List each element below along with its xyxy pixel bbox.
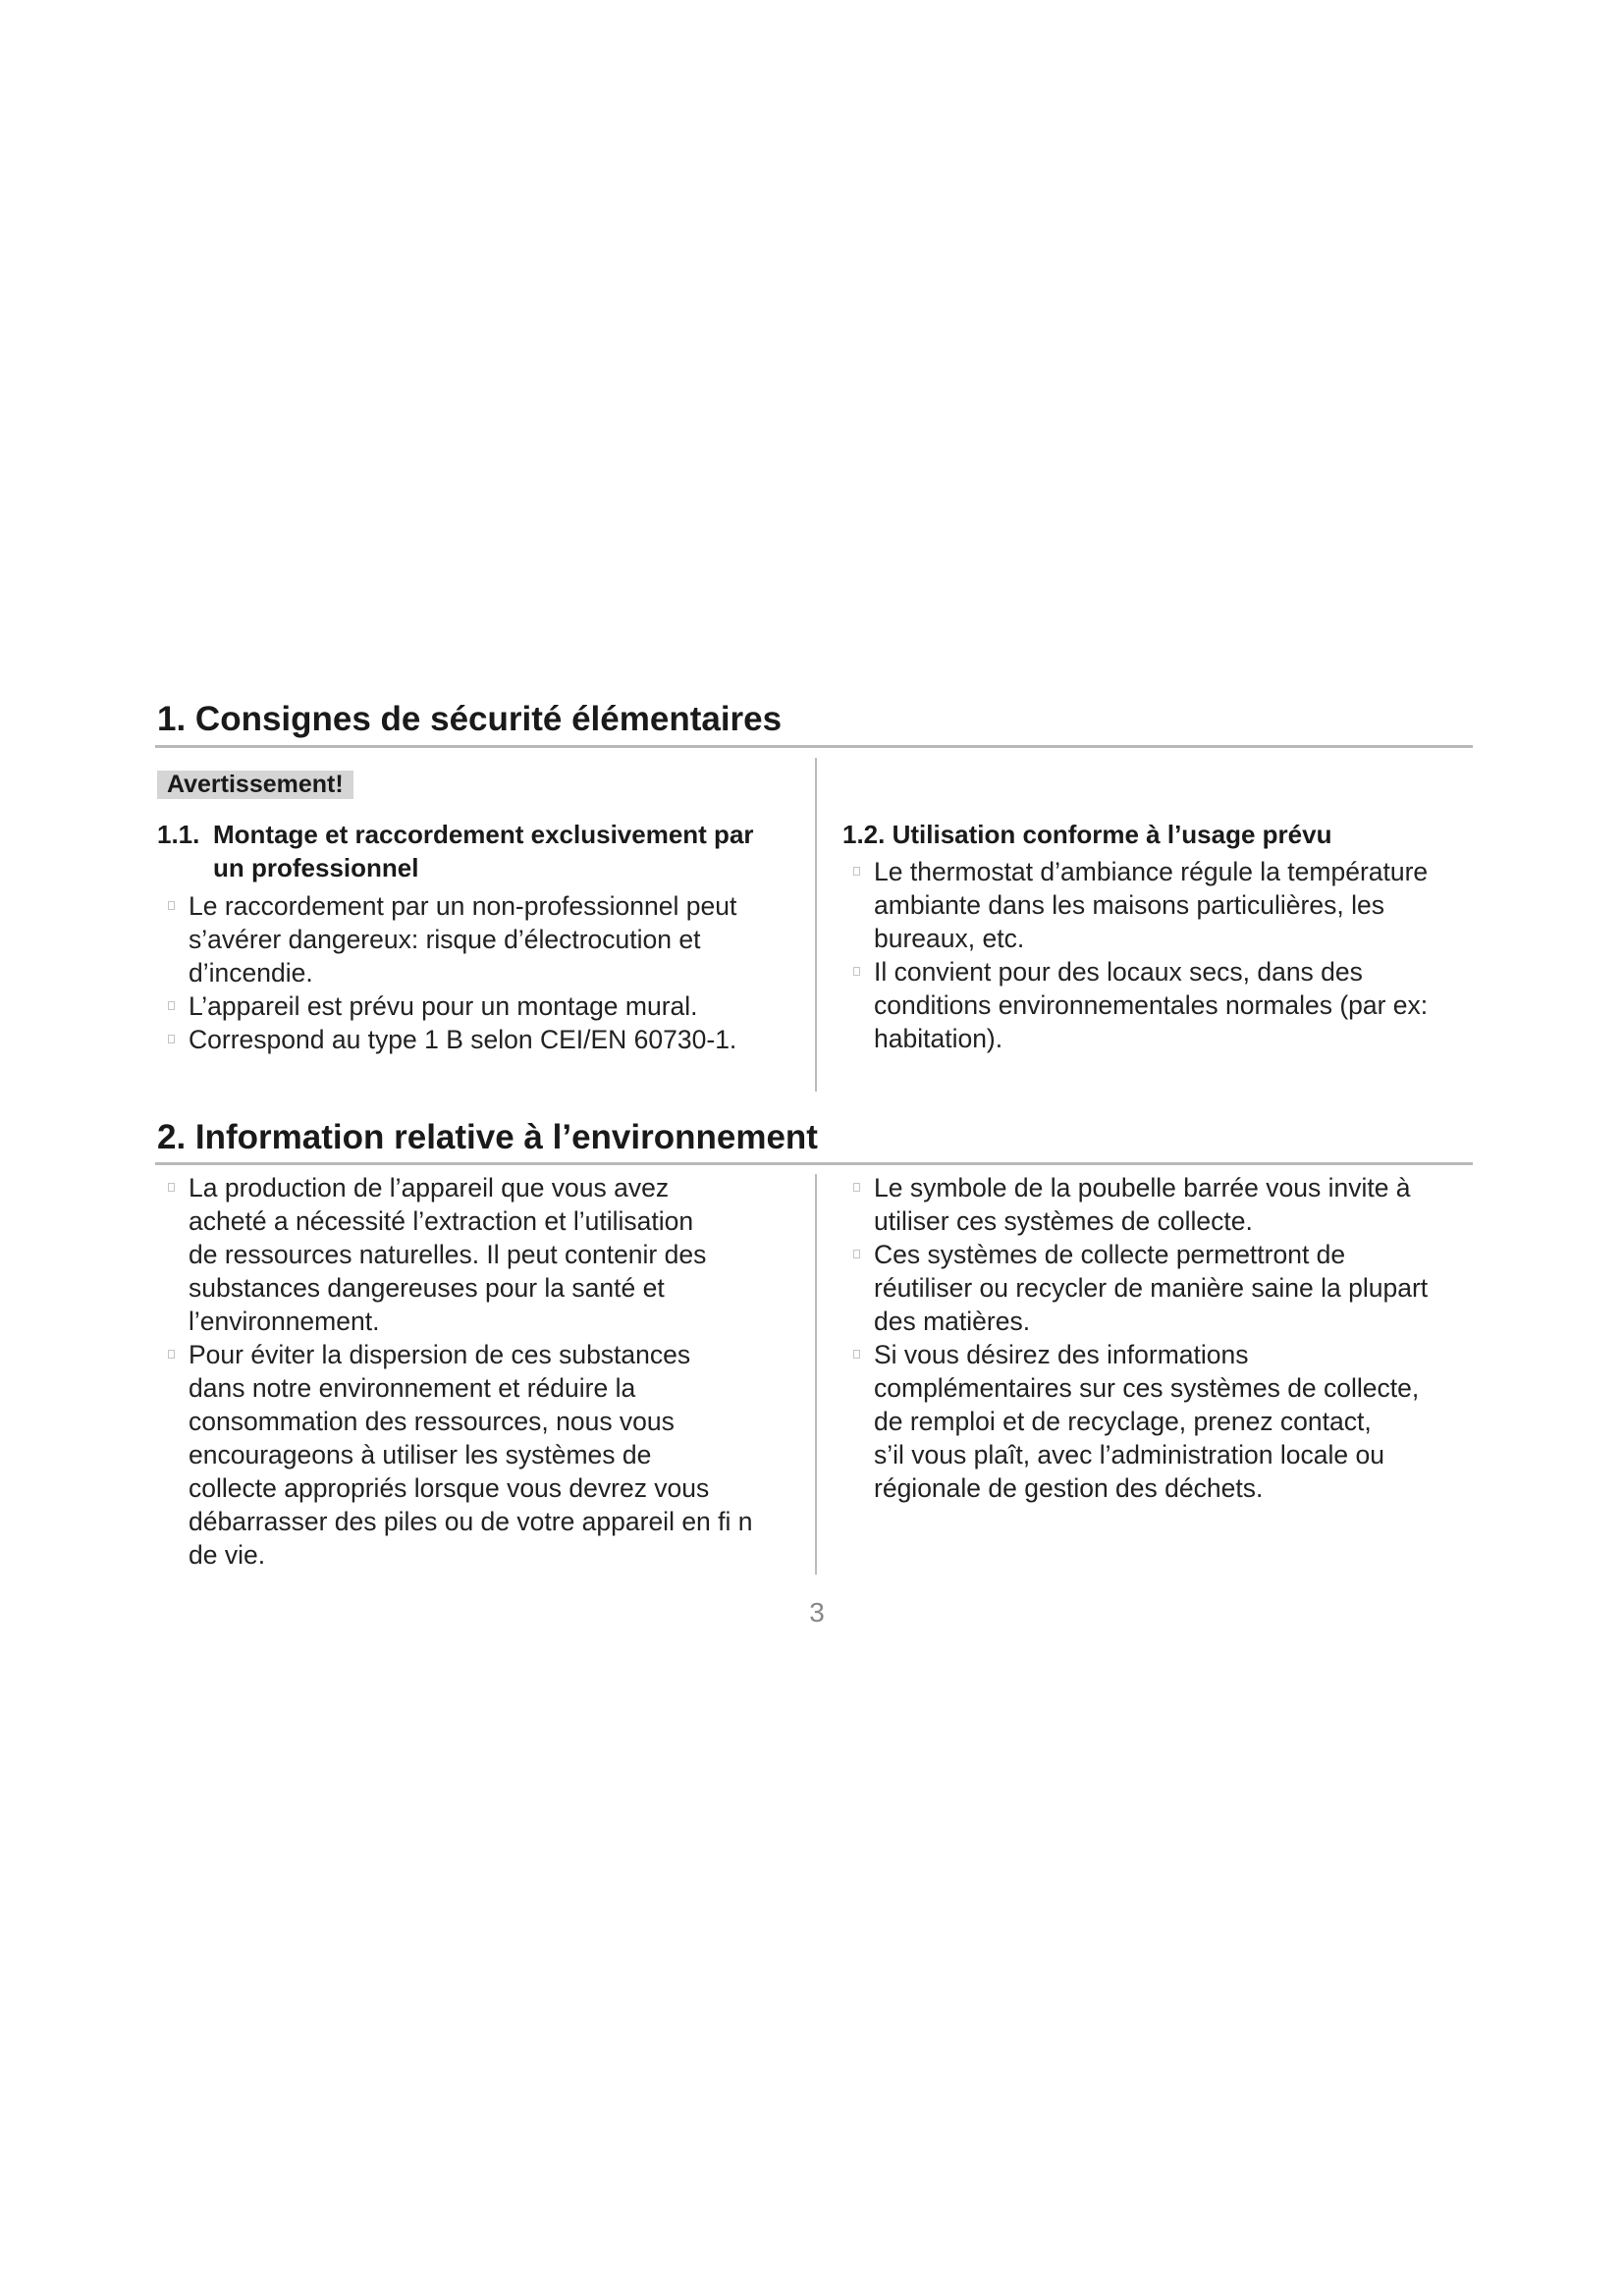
list-item: Correspond au type 1 B selon CEI/EN 60730-1. xyxy=(189,1023,797,1056)
page-number: 3 xyxy=(809,1597,825,1628)
section2-rule xyxy=(155,1162,1473,1165)
list-item: Pour éviter la dispersion de ces substances dans notre environnement et réduire la consommation des ressources, nous vous encourageons à utiliser les systèmes de collecte appropriés lorsque vous devrez vous débarrasser des piles ou de votre appareil en fi n de vie. xyxy=(189,1338,807,1572)
bullet-icon xyxy=(853,1183,860,1192)
subsection-1-2-list xyxy=(874,855,1483,1055)
list-item: Le raccordement par un non-professionnel peut s’avérer dangereux: risque d’électrocution et d’incendie. xyxy=(189,889,797,989)
bullet-icon xyxy=(168,1035,175,1043)
section2-left-list xyxy=(189,1171,807,1572)
subsection-1-1-list xyxy=(189,889,797,1056)
list-item: Ces systèmes de collecte permettront de réutiliser ou recycler de manière saine la plupart des matières. xyxy=(874,1238,1483,1338)
bullet-icon xyxy=(168,1183,175,1192)
subsection-1-1-number: 1.1. xyxy=(157,820,200,849)
bullet-icon xyxy=(168,1350,175,1359)
bullet-icon xyxy=(853,1350,860,1359)
section2-right-list xyxy=(874,1171,1483,1505)
subsection-1-1-heading xyxy=(157,818,785,884)
bullet-icon xyxy=(853,867,860,876)
section1-column-divider xyxy=(815,758,817,1092)
bullet-icon xyxy=(168,901,175,910)
subsection-1-1-title: Montage et raccordement exclusivement par un professionnel xyxy=(213,820,754,882)
section2-column-divider xyxy=(815,1174,817,1575)
section1-rule xyxy=(155,745,1473,748)
list-item: Il convient pour des locaux secs, dans des conditions environnementales normales (par ex: habitation). xyxy=(874,955,1483,1055)
warning-label: Avertissement! xyxy=(157,771,353,799)
list-item: Le thermostat d’ambiance régule la température ambiante dans les maisons particulières, les bureaux, etc. xyxy=(874,855,1483,955)
list-item: Le symbole de la poubelle barrée vous invite à utiliser ces systèmes de collecte. xyxy=(874,1171,1483,1238)
bullet-icon xyxy=(853,967,860,976)
list-item: L’appareil est prévu pour un montage mural. xyxy=(189,989,797,1023)
bullet-icon xyxy=(853,1250,860,1258)
list-item: Si vous désirez des informations complémentaires sur ces systèmes de collecte, de remploi et de recyclage, prenez contact, s’il vous plaît, avec l’administration locale ou régionale de gestion des déchets. xyxy=(874,1338,1483,1505)
list-item: La production de l’appareil que vous avez acheté a nécessité l’extraction et l’utilisation de ressources naturelles. Il peut contenir des substances dangereuses pour la santé et l’environnement. xyxy=(189,1171,807,1338)
subsection-1-2-heading: 1.2. Utilisation conforme à l’usage prévu xyxy=(842,820,1332,849)
section2-title: 2. Information relative à l’environnement xyxy=(157,1118,818,1156)
section1-title: 1. Consignes de sécurité élémentaires xyxy=(157,700,783,738)
bullet-icon xyxy=(168,1001,175,1010)
